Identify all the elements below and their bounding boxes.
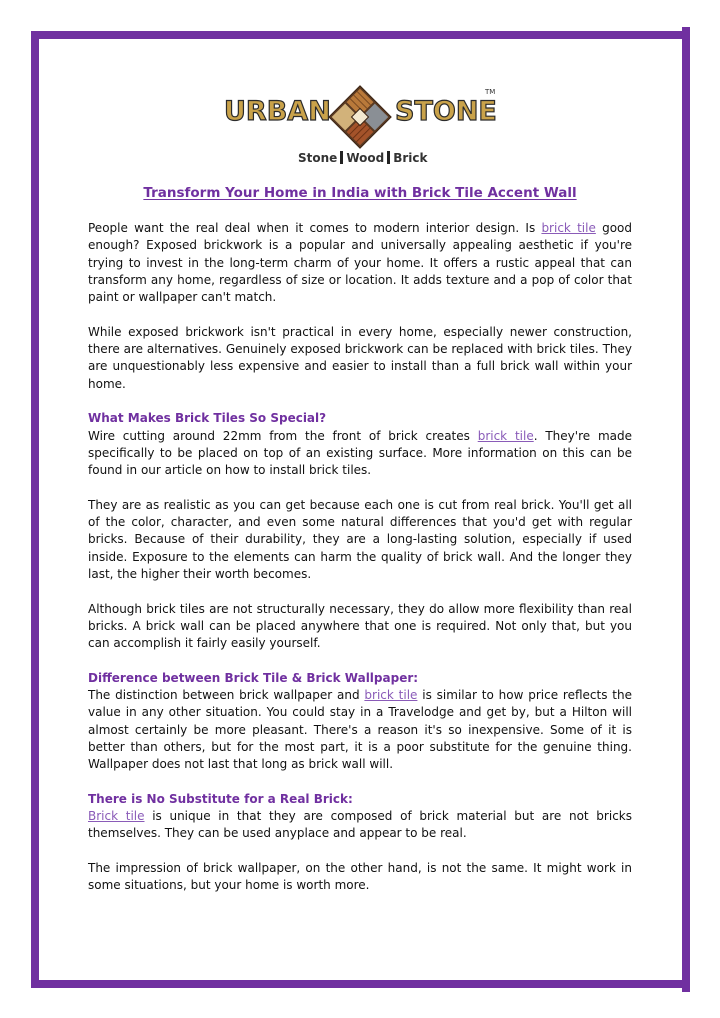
paragraph-intro	[88, 220, 632, 306]
logo-diamond-mark-icon	[327, 84, 393, 150]
brick-tile-link[interactable]: brick tile	[477, 428, 534, 443]
tagline-separator	[340, 151, 343, 164]
urban-stone-logo	[222, 84, 496, 170]
paragraph-distinction	[88, 687, 632, 773]
paragraph-text: The distinction between brick wallpaper and	[88, 688, 365, 703]
paragraph-realistic: They are as realistic as you can get because each one is cut from real brick. You'll get all of the color, character, and even some natural differences that you'd get with regular bricks. Because of their durability, they are a long-lasting solution, especially if used inside. Exposure to the elements can harm the quality of brick wall. And the longer they last, the higher their worth becomes.	[88, 497, 632, 581]
paragraph-text: People want the real deal when it comes to modern interior design. Is	[88, 221, 542, 235]
document-title: Transform Your Home in India with Brick Tile Accent Wall	[143, 185, 577, 201]
logo-word-left: URBAN	[224, 96, 331, 127]
tagline-separator	[387, 151, 390, 164]
paragraph-text: Wire cutting around 22mm from the front of brick creates	[88, 428, 478, 443]
article-body	[88, 220, 632, 895]
logo-trademark: TM	[485, 88, 496, 96]
paragraph-text: . They're made specifically to be placed on top of an existing surface. More information on this can be found in our article on how to install brick tiles.	[88, 428, 632, 478]
logo-word-right: STONE	[395, 96, 497, 127]
heading-tile-vs-wallpaper: Difference between Brick Tile & Brick Wallpaper:	[88, 670, 419, 685]
paragraph-wallpaper-impression: The impression of brick wallpaper, on the other hand, is not the same. It might work in some situations, but your home is worth more.	[88, 860, 632, 893]
border-corner-bottom-right	[682, 984, 690, 992]
tagline-brick: Brick	[393, 151, 428, 165]
brick-tile-link[interactable]: Brick tile	[88, 809, 145, 824]
paragraph-text: good enough? Exposed brickwork is a popular and universally appealing aesthetic if you're trying to invest in the long-term charm of your home. It offers a rustic appeal that can transform any home, regardless of size or location. It adds texture and a pop of color that paint or wallpaper can't match.	[88, 221, 632, 305]
border-corner-top-right	[682, 27, 690, 35]
heading-no-substitute: There is No Substitute for a Real Brick:	[88, 791, 353, 806]
paragraph-wire-cutting	[88, 428, 632, 480]
tagline-stone: Stone	[298, 151, 338, 165]
brick-tile-link[interactable]: brick tile	[541, 221, 596, 235]
logo-tagline	[298, 151, 428, 165]
tagline-wood: Wood	[346, 151, 385, 165]
paragraph-text: is unique in that they are composed of brick material but are not bricks themselves. They can be used anyplace and appear to be real.	[88, 809, 632, 841]
paragraph-unique	[88, 808, 632, 843]
heading-what-makes-special: What Makes Brick Tiles So Special?	[88, 411, 327, 426]
brick-tile-link[interactable]: brick tile	[364, 688, 418, 703]
paragraph-alternatives: While exposed brickwork isn't practical in every home, especially newer construction, there are alternatives. Genuinely exposed brickwork can be replaced with brick tiles. They are unquestionably less expensive and easier to install than a full brick wall within your home.	[88, 324, 632, 391]
paragraph-text: is similar to how price reflects the value in any other situation. You could stay in a Travelodge and get by, but a Hilton will almost certainly be more pleasant. There's a reason it's so inexpensive. Some of it is better than others, but for the most part, it is a poor substitute for the genuine thing. Wallpaper does not last that long as brick wall will.	[88, 688, 632, 772]
paragraph-flexibility: Although brick tiles are not structurally necessary, they do allow more flexibility than real bricks. A brick wall can be placed anywhere that one is required. Not only that, but you can accomplish it fairly easily yourself.	[88, 601, 632, 651]
